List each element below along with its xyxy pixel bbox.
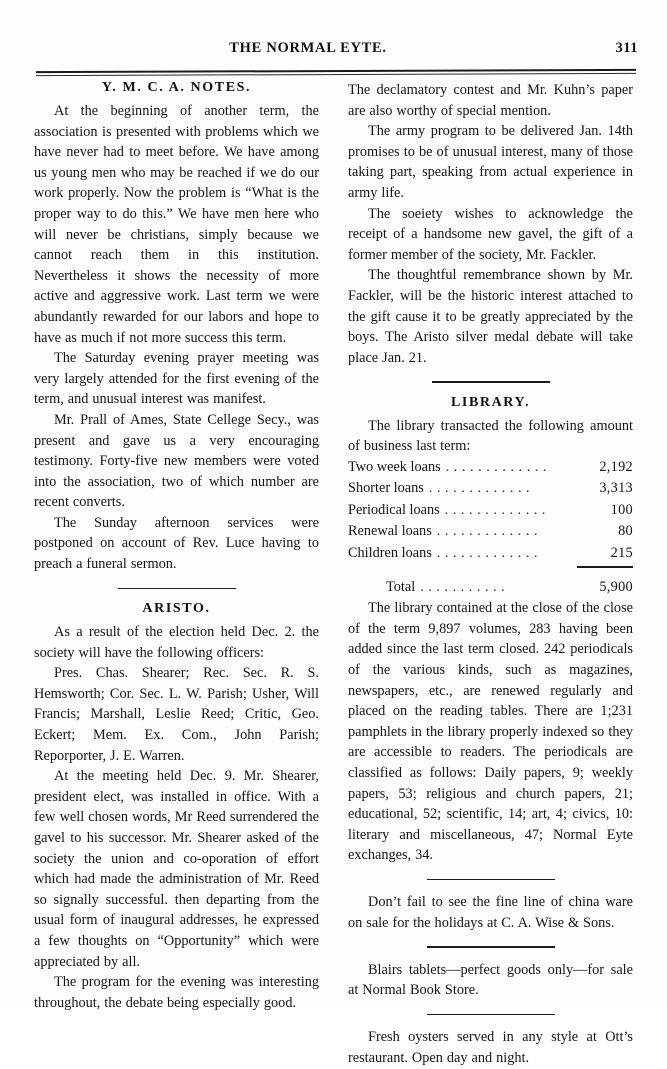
paragraph: Pres. Chas. Shearer; Rec. Sec. R. S. Hemsworth; Cor. Sec. L. W. Parish; Usher, Will Francis; Marshall, Leslie Reed; Critic, Geo. Eckert; Mem. Ex. Com., John Parish; Reporporter, J. E. Warren. [34,665,319,764]
stat-value: 100 [610,501,633,518]
advertisement [348,892,633,933]
section-divider [118,588,236,589]
paragraph: Mr. Prall of Ames, State Cellege Secy., was present and gave us a very encouraging testimony. Forty-five new members were voted into the association, two of which number are recent converts. [34,411,319,511]
table-row [348,478,633,500]
advertisement-text: Don’t fail to see the fine line of china ware on sale for the holidays at C. A. Wise & Sons. [348,894,633,931]
header-double-rule [36,70,636,75]
advertisement-text: Blairs tablets—perfect goods only—for sale at Normal Book Store. [348,961,633,999]
section-heading-aristo: ARISTO. [142,601,211,617]
publication-title: THE NORMAL EYTE. [229,40,387,56]
advertisement-text: Fresh oysters served in any style at Ott’s restaurant. Open day and night. [348,1029,633,1067]
library-total-row [348,577,633,599]
section-divider [432,381,550,382]
paragraph: The Saturday evening prayer meeting was very largely attended for the first evening of the term, and unusual interest was manifest. [34,350,319,408]
paragraph: The thoughtful remembrance shown by Mr. Fackler, will be the historic interest attached to the gift cause it to be greatly appreciated by the boys. The Aristo silver medal debate will take place Jan. 21. [348,267,633,366]
dot-leader: ............. [436,524,543,540]
stat-value: 80 [618,523,633,540]
paragraph: The library contained at the close of the close of the term 9,897 volumes, 283 having been added since the last term closed. 242 periodicals of the various kinds, such as magazines, newspapers, etc., are renewed regularly and placed on the reading tables. There are 1;231 pamphlets in the library properly indexed so they are accessible to readers. The periodicals are classified as follows: Daily papers, 9; weekly papers, 53; religious and church papers, 21; educational, 52; scientific, 14; art, 4; civics, 10: literary and miscellaneous, 47; Normal Eyte exchanges, 34. [348,600,633,864]
paragraph: The army program to be delivered Jan. 14th promises to be of unusual interest, many of those taking part, speaking from actual experience in army life. [348,123,633,201]
table-row [348,500,633,522]
stat-label: Renewal loans [348,523,432,540]
section-heading-ymca: Y. M. C. A. NOTES. [101,80,252,95]
dot-leader: ............. [428,481,535,497]
page-number: 311 [615,40,638,56]
paragraph: The Sunday afternoon services were postponed on account of Rev. Luce having to preach a funeral sermon. [34,514,319,573]
paragraph: At the beginning of another term, the association is presented with problems which we have never had to meet before. We have among us young men who may be reached if we do our work properly. Now the problem is “What is the proper way to do this.” We have men here who will never be christians, simply because we cannot reach them in this institution. Nevertheless it shows the necessity of more active and aggressive work. Last term we were abundantly rewarded for our labors and hope to have as much if not more success this term. [34,103,319,346]
stat-value: 3,313 [599,480,633,497]
library-statistics-table [348,457,633,565]
advertisement-divider [427,879,555,880]
table-row [348,543,633,565]
dot-leader: ............. [445,459,552,475]
stat-label: Shorter loans [348,480,424,497]
stat-label: Children loans [348,544,432,561]
paragraph: The program for the evening was interesting throughout, the debate being especially good. [34,974,319,1011]
table-row [348,521,633,543]
total-label: Total [386,578,416,595]
table-row [348,457,633,479]
stat-value: 2,192 [599,458,633,475]
table-row-total [348,577,633,599]
stat-label: Two week loans [348,458,441,475]
advertisement [348,1027,633,1068]
dot-leader: ........... [420,579,510,595]
left-column [34,80,319,1013]
advertisement [348,960,633,1001]
stat-value: 215 [610,544,633,561]
right-column [348,80,633,1069]
paragraph: The soeiety wishes to acknowledge the receipt of a handsome new gavel, the gift of a former member of the society, Mr. Fackler. [348,205,633,263]
paragraph: At the meeting held Dec. 9. Mr. Shearer, president elect, was installed in office. With a few well chosen words, Mr Reed surrendered the gavel to his successor. Mr. Shearer asked of the society the union and co-oporation of effort which had made the administration of Mr. Reed so signally successful. then departing from the usual form of inaugural addresses, he expressed a few thoughts on “Opportunity” which were appreciated by all. [34,768,319,970]
dot-leader: ............. [436,545,543,561]
paragraph: The declamatory contest and Mr. Kuhn’s paper are also worthy of special mention. [348,82,633,119]
advertisement-divider [427,946,555,947]
section-heading-library: LIBRARY. [450,394,531,410]
total-underline [577,566,633,567]
running-head [38,40,638,66]
paragraph: As a result of the election held Dec. 2. the society will have the following officers: [34,624,319,661]
paragraph: The library transacted the following amount of business last term: [348,417,633,455]
dot-leader: ............. [444,502,551,518]
stat-label: Periodical loans [348,501,440,518]
total-value: 5,900 [599,578,633,595]
advertisement-divider [427,1014,555,1015]
